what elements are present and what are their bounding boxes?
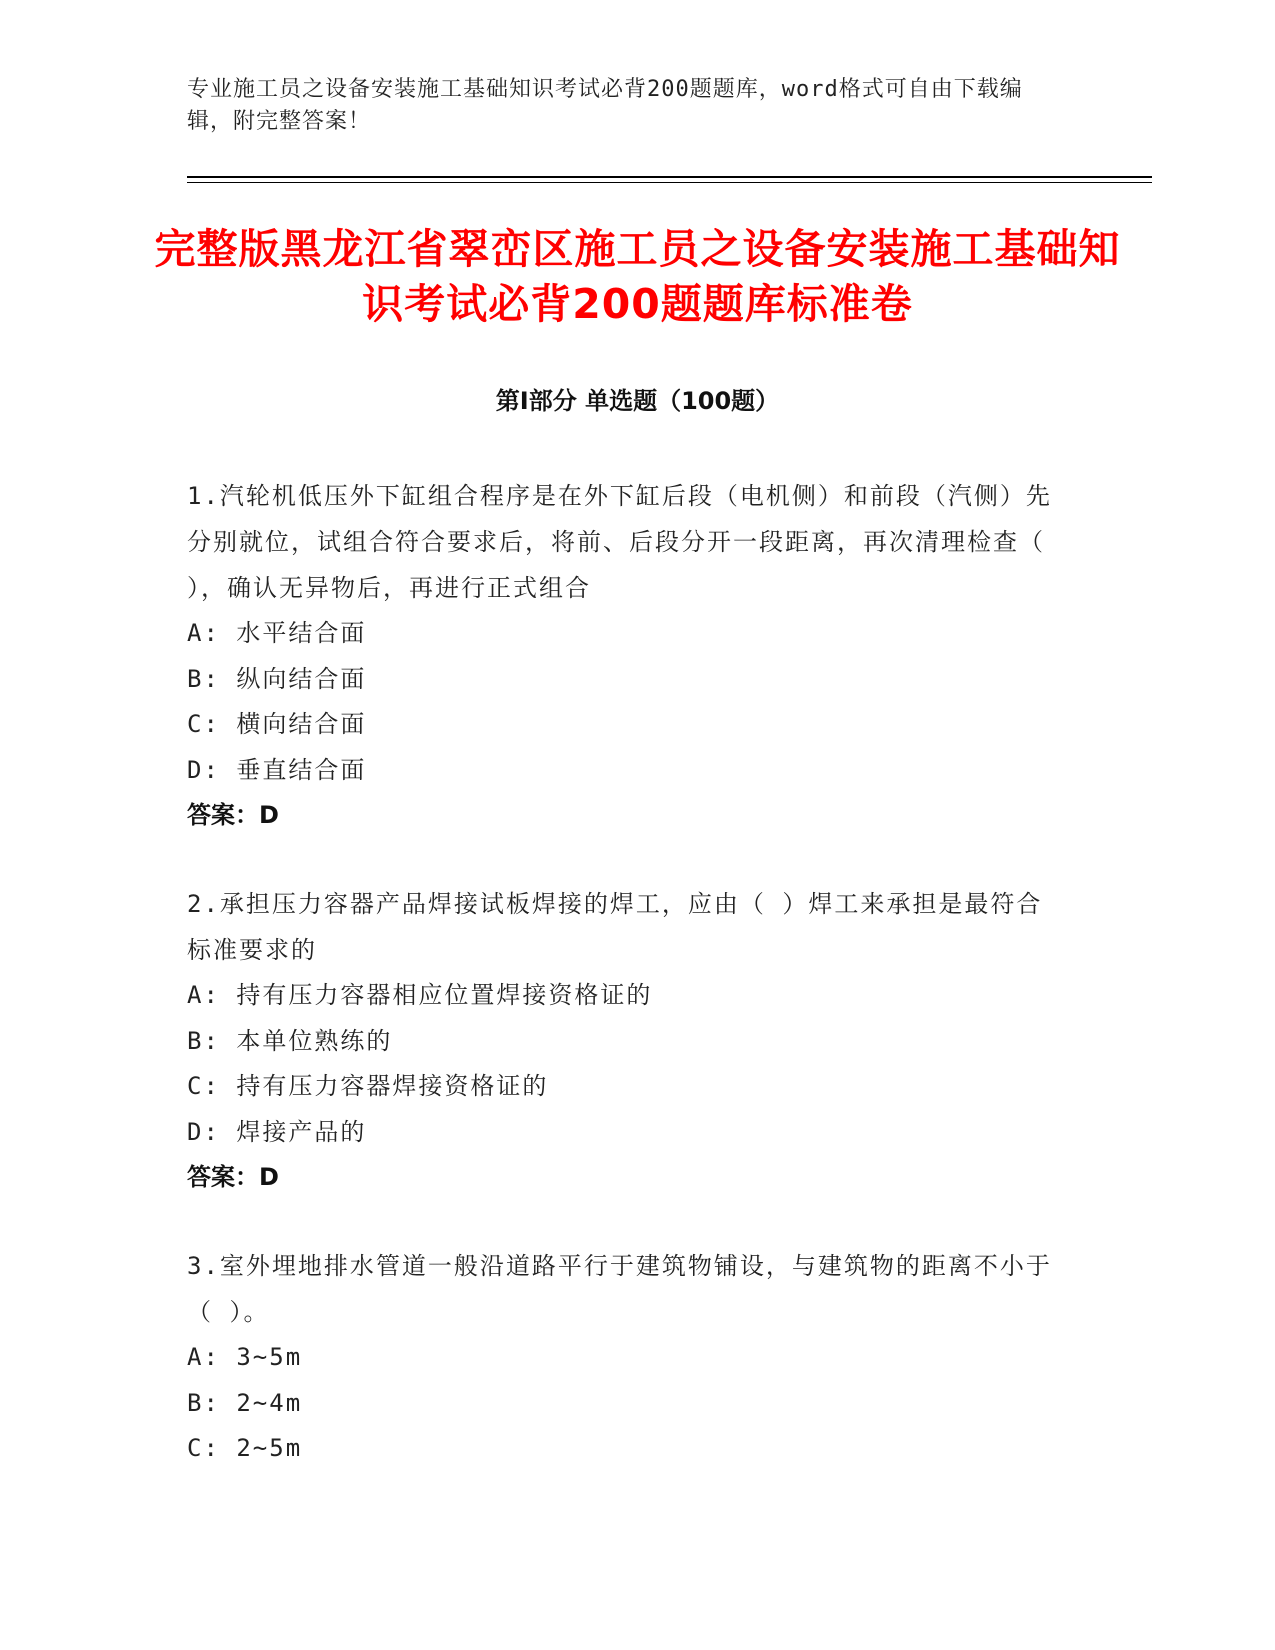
option-a: A: 持有压力容器相应位置焊接资格证的 [187, 981, 653, 1009]
option-a: A: 3~5m [187, 1343, 303, 1371]
question-stem: 2.承担压力容器产品焊接试板焊接的焊工，应由（ ）焊工来承担是最符合标准要求的 [187, 890, 1043, 964]
question-stem: 3.室外埋地排水管道一般沿道路平行于建筑物铺设，与建筑物的距离不小于（ ）。 [187, 1252, 1052, 1326]
header-divider-thin [187, 182, 1152, 183]
question-stem: 1.汽轮机低压外下缸组合程序是在外下缸后段（电机侧）和前段（汽侧）先分别就位，试组合符合要求后，将前、后段分开一段距离，再次清理检查（ ），确认无异物后，再进行正式组合 [187, 482, 1052, 602]
answer: 答案：D [187, 1163, 279, 1191]
answer: 答案：D [187, 801, 279, 829]
header-divider-thick [187, 176, 1152, 178]
option-d: D: 焊接产品的 [187, 1117, 367, 1146]
option-a: A: 水平结合面 [187, 619, 367, 647]
option-c: C: 持有压力容器焊接资格证的 [187, 1072, 549, 1100]
option-b: B: 纵向结合面 [187, 664, 367, 693]
option-c: C: 2~5m [187, 1434, 303, 1462]
section-heading: 第I部分 单选题（100题） [495, 387, 780, 415]
document-title: 完整版黑龙江省翠峦区施工员之设备安装施工基础知识考试必背200题题库标准卷 [154, 225, 1121, 328]
option-d: D: 垂直结合面 [187, 755, 367, 784]
question-2 [187, 881, 1067, 1200]
question-1 [187, 473, 1067, 838]
header-note: 专业施工员之设备安装施工基础知识考试必背200题题库，word格式可自由下载编辑，附完整答案！ [187, 77, 1023, 134]
option-c: C: 横向结合面 [187, 710, 367, 738]
question-3 [187, 1243, 1067, 1472]
option-b: B: 2~4m [187, 1388, 303, 1417]
option-b: B: 本单位熟练的 [187, 1026, 393, 1055]
